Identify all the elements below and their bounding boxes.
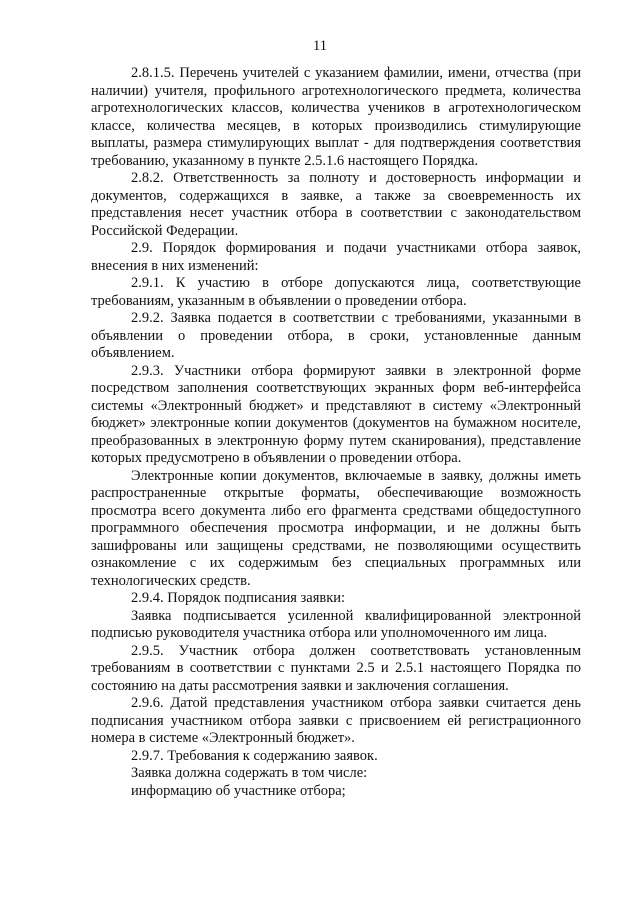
paragraph-2-8-2: 2.8.2. Ответственность за полноту и достоверность информации и документов, содержащихся в заявке, а также за своевременность их представления несет участник отбора в соответствии с законодательством Российской Федерации. [91,170,581,239]
paragraph-2-9-7: 2.9.7. Требования к содержанию заявок. [131,747,378,764]
paragraph-2-9-6: 2.9.6. Датой представления участником отбора заявки считается день подписания участником отбора заявки с присвоением ей регистрационного номера в системе «Электронный бюджет». [91,695,581,746]
document-body [91,65,581,800]
paragraph-application-contents: Заявка должна содержать в том числе: [131,765,368,781]
paragraph-signing: Заявка подписывается усиленной квалифицированной электронной подписью руководителя участника отбора или уполномоченного им лица. [91,607,581,641]
paragraph-2-9: 2.9. Порядок формирования и подачи участниками отбора заявок, внесения в них изменений: [91,240,581,274]
paragraph-electronic-copies: Электронные копии документов, включаемые в заявку, должны иметь распространенные открытые форматы, обеспечивающие возможность просмотра всего документа либо его фрагмента средствами общедоступного программного обеспечения просмотра информации, и не должны быть зашифрованы или защищены средствами, не позволяющими осуществить ознакомление с их содержимым без специальных программных или технологических средств. [91,467,581,589]
paragraph-2-9-1: 2.9.1. К участию в отборе допускаются лица, соответствующие требованиям, указанным в объявлении о проведении отбора. [91,275,581,309]
page-number: 11 [313,38,327,54]
paragraph-2-8-1-5: 2.8.1.5. Перечень учителей с указанием фамилии, имени, отчества (при наличии) учителя, профильного агротехнологического предмета, количества агротехнологических классов, количества учеников в агротехнологическом классе, количества месяцев, в которых производились стимулирующие выплаты, размера стимулирующих выплат - для подтверждения соответствия требованию, указанному в пункте 2.5.1.6 настоящего Порядка. [91,65,581,169]
paragraph-2-9-4: 2.9.4. Порядок подписания заявки: [131,590,346,606]
paragraph-2-9-2: 2.9.2. Заявка подается в соответствии с требованиями, указанными в объявлении о проведении отбора, в сроки, установленные данным объявлением. [91,310,581,361]
paragraph-2-9-3: 2.9.3. Участники отбора формируют заявки в электронной форме посредством заполнения соответствующих экранных форм веб-интерфейса системы «Электронный бюджет» и представляют в систему «Электронный бюджет» электронные копии документов (документов на бумажном носителе, преобразованных в электронную форму путем сканирования), представление которых предусмотрено в объявлении о проведении отбора. [91,362,581,466]
paragraph-2-9-5: 2.9.5. Участник отбора должен соответствовать установленным требованиям в соответствии с пунктами 2.5 и 2.5.1 настоящего Порядка по состоянию на даты рассмотрения заявки и заключения соглашения. [91,642,581,694]
paragraph-participant-info: информацию об участнике отбора; [131,782,346,799]
